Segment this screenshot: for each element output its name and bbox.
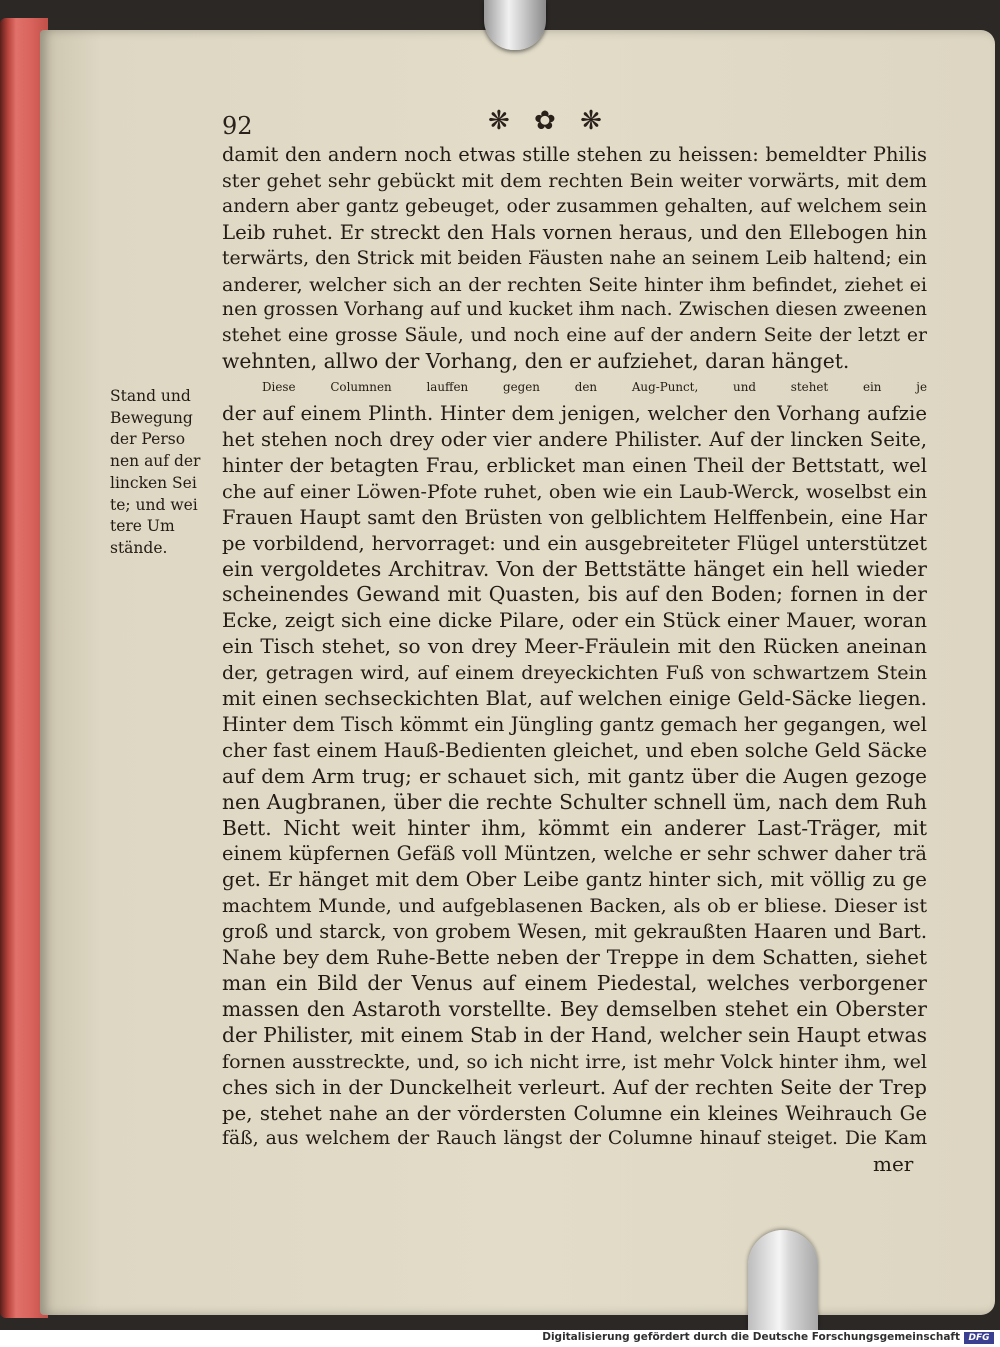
text-line: der auf einem Plinth. Hinter dem jenigen, welcher den Vorhang aufzie [222,402,927,426]
margin-note-line: te; und wei [110,495,198,514]
margin-note-line: Stand und [110,387,191,405]
text-line: pe vorbildend, hervorraget: und ein ausgebreiteter Flügel unterstützet [222,531,927,555]
text-line: Frauen Haupt samt den Brüsten von gelblichtem Helffenbein, eine Har [222,505,927,529]
text-line: ein Tisch stehet, so von drey Meer-Fräulein mit den Rücken aneinan [222,634,927,659]
text-line: stehet eine grosse Säule, und noch eine auf der andern Seite der letzt er [222,325,927,347]
text-line: einem küpfernen Gefäß voll Müntzen, welche er sehr schwer daher trä [222,842,927,866]
margin-note-line: tere Um [110,517,175,536]
text-line: wehnten, allwo der Vorhang, den er aufziehet, daran hänget. [222,349,850,374]
text-line: anderer, welcher sich an der rechten Seite hinter ihm befindet, ziehet ei [222,272,927,296]
margin-note-line: lincken Sei [110,473,197,492]
text-line: hinter der betagten Frau, erblicket man einen Theil der Bettstatt, wel [222,453,927,477]
text-line: man ein Bild der Venus auf einem Piedestal, welches verborgener [222,971,927,995]
text-line: groß und starck, von grobem Wesen, mit gekraußten Haaren und Bart. [222,920,927,944]
margin-note-line: der Perso [110,430,186,449]
text-line: massen den Astaroth vorstellte. Bey demselben stehet ein Oberster [222,996,927,1021]
text-line: der Philister, mit einem Stab in der Hand, welcher sein Haupt etwas [222,1022,927,1047]
text-line: fornen ausstreckte, und, so ich nicht irre, ist mehr Volck hinter ihm, wel [222,1049,927,1073]
margin-note-line: Bewegung [110,408,193,427]
text-line: Ecke, zeigt sich eine dicke Pilare, oder ein Stück einer Mauer, woran [222,608,927,633]
margin-note-line: nen auf der [110,452,201,471]
text-line: mit einen sechseckichten Blat, auf welchen einige Geld-Säcke liegen. [222,686,927,711]
text-line: Hinter dem Tisch kömmt ein Jüngling gantz gemach her gegangen, wel [222,712,927,736]
text-line: der, getragen wird, auf einem dreyeckichten Fuß von schwartzem Stein [222,661,927,685]
page-number: 92 [222,112,253,140]
text-line: terwärts, den Strick mit beiden Fäusten nahe an seinem Leib haltend; ein [222,247,927,269]
margin-note-line: stände. [110,538,168,557]
text-line: Nahe bey dem Ruhe-Bette neben der Treppe in dem Schatten, siehet [222,945,927,970]
text-line: fäß, aus welchem der Rauch längst der Columne hinauf steiget. Die Kam [222,1128,927,1150]
text-line: Diese Columnen lauffen gegen den Aug-Punct, und stehet ein je [262,380,927,395]
text-line: che auf einer Löwen-Pfote ruhet, oben wie ein Laub-Werck, woselbst ein [222,479,927,503]
catchword: mer [873,1152,914,1176]
text-line: damit den andern noch etwas stille stehen zu heissen: bemeldter Philis [222,143,927,166]
margin-note [110,386,220,560]
text-line: auf dem Arm trug; er schauet sich, mit gantz über die Augen gezoge [222,763,927,788]
text-line: cher fast einem Hauß-Bedienten gleichet, und eben solche Geld Säcke [222,738,927,762]
text-line: ster gehet sehr gebückt mit dem rechten Bein weiter vorwärts, mit dem [222,168,927,192]
text-line: scheinendes Gewand mit Quasten, bis auf den Boden; fornen in der [222,582,927,607]
text-line: ches sich in der Dunckelheit verleurt. Auf der rechten Seite der Trep [222,1074,927,1099]
header-ornament: ❋ ✿ ❋ [488,106,610,136]
footer-bar [0,1330,1000,1347]
text-line: nen Augbranen, über die rechte Schulter schnell üm, nach dem Ruh [222,789,927,814]
text-line: machtem Munde, und aufgeblasenen Backen, als ob er bliese. Dieser ist [222,894,927,918]
text-line: pe, stehet nahe an der vördersten Columne ein kleines Weihrauch Ge [222,1101,927,1125]
text-line: get. Er hänget mit dem Ober Leibe gantz hinter sich, mit völlig zu ge [222,867,927,892]
text-line: andern aber gantz gebeuget, oder zusammen gehalten, auf welchem sein [222,195,927,217]
funding-credit: Digitalisierung gefördert durch die Deutsche Forschungsgemeinschaft [542,1331,960,1343]
body-text [222,142,927,1152]
text-line: Leib ruhet. Er streckt den Hals vornen heraus, und den Ellebogen hin [222,220,927,244]
bottom-book-clip [748,1230,818,1330]
text-line: het stehen noch drey oder vier andere Philister. Auf der lincken Seite, [222,427,927,451]
text-line: Bett. Nicht weit hinter ihm, kömmt ein anderer Last-Träger, mit [222,815,927,840]
dfg-logo: DFG [964,1332,994,1344]
text-line: ein vergoldetes Architrav. Von der Bettstätte hänget ein hell wieder [222,556,927,581]
text-line: nen grossen Vorhang auf und kucket ihm nach. Zwischen diesen zweenen [222,299,927,321]
